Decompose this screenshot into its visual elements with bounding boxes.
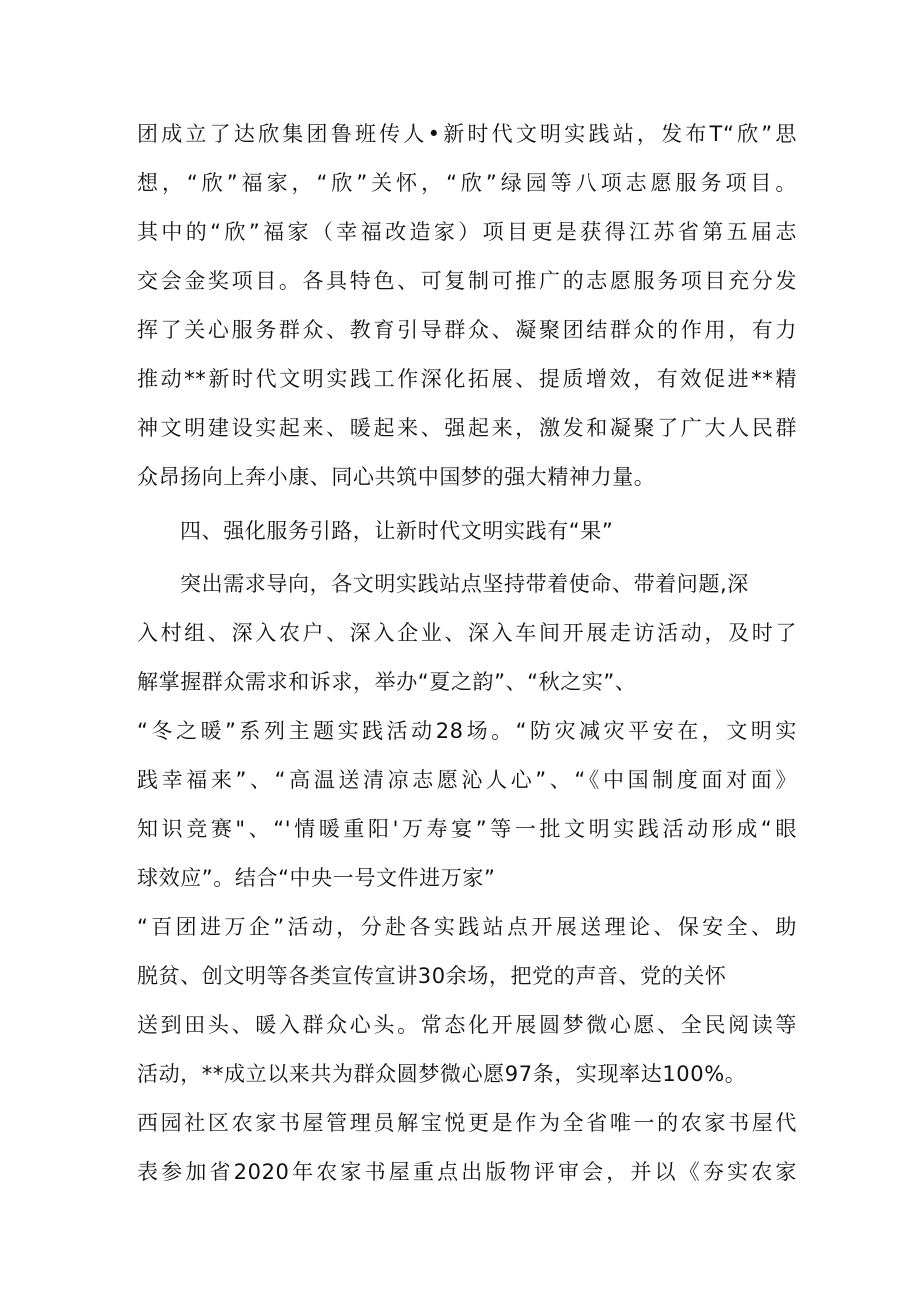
paragraph-line-end: 众昂扬向上奔小康、同心共筑中国梦的强大精神力量。: [137, 465, 656, 489]
paragraph-line: 活动，**成立以来共为群众圆梦微心愿97条，实现率达100%。: [137, 1062, 747, 1086]
paragraph-line: 践幸福来”、“高温送清凉志愿沁人心”、“《中国制度面对面》: [137, 768, 797, 792]
paragraph-line: 神文明建设实起来、暖起来、强起来，激发和凝聚了广大人民群: [137, 416, 797, 440]
paragraph-line: 入村组、深入农户、深入企业、深入车间开展走访活动，及时了: [137, 621, 797, 645]
paragraph-line: 表参加省2020年农家书屋重点出版物评审会，并以《夯实农家: [137, 1160, 797, 1184]
paragraph-line: 其中的“欣”福家（幸福改造家）项目更是获得江苏省第五届志: [137, 220, 797, 244]
paragraph-line: 球效应”。结合“中央一号文件进万家”: [137, 866, 496, 890]
paragraph-line-start: 突出需求导向，各文明实践站点坚持带着使命、带着问题,深: [180, 572, 749, 596]
paragraph-line: 西园社区农家书屋管理员解宝悦更是作为全省唯一的农家书屋代: [137, 1111, 797, 1135]
paragraph-line: 想，“欣”福家，“欣”关怀，“欣”绿园等八项志愿服务项目。: [137, 171, 797, 195]
paragraph-line: 知识竞赛"、“'情暖重阳'万寿宴”等一批文明实践活动形成“眼: [137, 817, 797, 841]
paragraph-line: 挥了关心服务群众、教育引导群众、凝聚团结群众的作用，有力: [137, 318, 797, 342]
paragraph-line: 解掌握群众需求和诉求，举办“夏之韵”、“秋之实”、: [137, 670, 637, 694]
paragraph-line: 送到田头、暖入群众心头。常态化开展圆梦微心愿、全民阅读等: [137, 1013, 797, 1037]
section-heading: 四、强化服务引路，让新时代文明实践有“果”: [180, 519, 614, 543]
paragraph-line: “冬之暖”系列主题实践活动28场。“防灾减灾平安在，文明实: [137, 719, 797, 743]
paragraph-line: 脱贫、创文明等各类宣传宣讲30余场，把党的声音、党的关怀: [137, 964, 727, 988]
paragraph-line: “百团进万企”活动，分赴各实践站点开展送理论、保安全、助: [137, 915, 797, 939]
paragraph-line: 团成立了达欣集团鲁班传人•新时代文明实践站，发布T“欣”思: [137, 122, 797, 146]
paragraph-line: 交会金奖项目。各具特色、可复制可推广的志愿服务项目充分发: [137, 269, 797, 293]
paragraph-line: 推动**新时代文明实践工作深化拓展、提质增效，有效促进**精: [137, 367, 797, 391]
